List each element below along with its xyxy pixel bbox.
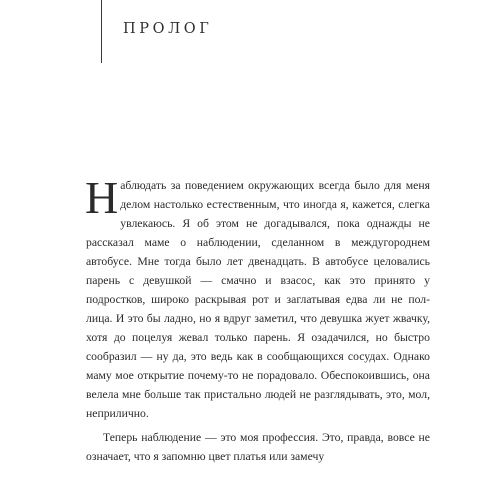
- chapter-body: [85, 172, 430, 466]
- paragraph-2: Теперь наблюдение — это моя профессия. Это, правда, вовсе не означает, что я запомню цвет платья или замечу: [86, 431, 430, 463]
- drop-cap: Н: [85, 172, 119, 223]
- chapter-title: ПРОЛОГ: [123, 21, 213, 37]
- chapter-divider-line: [101, 0, 102, 63]
- paragraph-1-text: аблюдать за поведением окружающих всегда было для меня делом настолько естественным, что иногда я, кажется, слегка увлекаюсь. Я об этом не догадывался, пока однажды не рассказал маме о наблюдении, сделанном в междугороднем автобусе. Мне тогда было лет двенадцать. В автобусе целовались парень с девушкой — смачно и взасос, как это принято у подростков, широко раскрывая рот и заглатывая едва ли не пол-лица. И это бы ладно, но я вдруг заметил, что девушка жует жвачку, хотя до поцелуя жевал только парень. Я озадачился, но быстро сообразил — ну да, это ведь как в сообщающихся сосудах. Однако маму мое открытие почему-то не порадовало. Обеспокоившись, она велела мне больше так пристально людей не разглядывать, это, мол, неприлично.: [86, 179, 430, 420]
- paragraph-1: [85, 172, 430, 423]
